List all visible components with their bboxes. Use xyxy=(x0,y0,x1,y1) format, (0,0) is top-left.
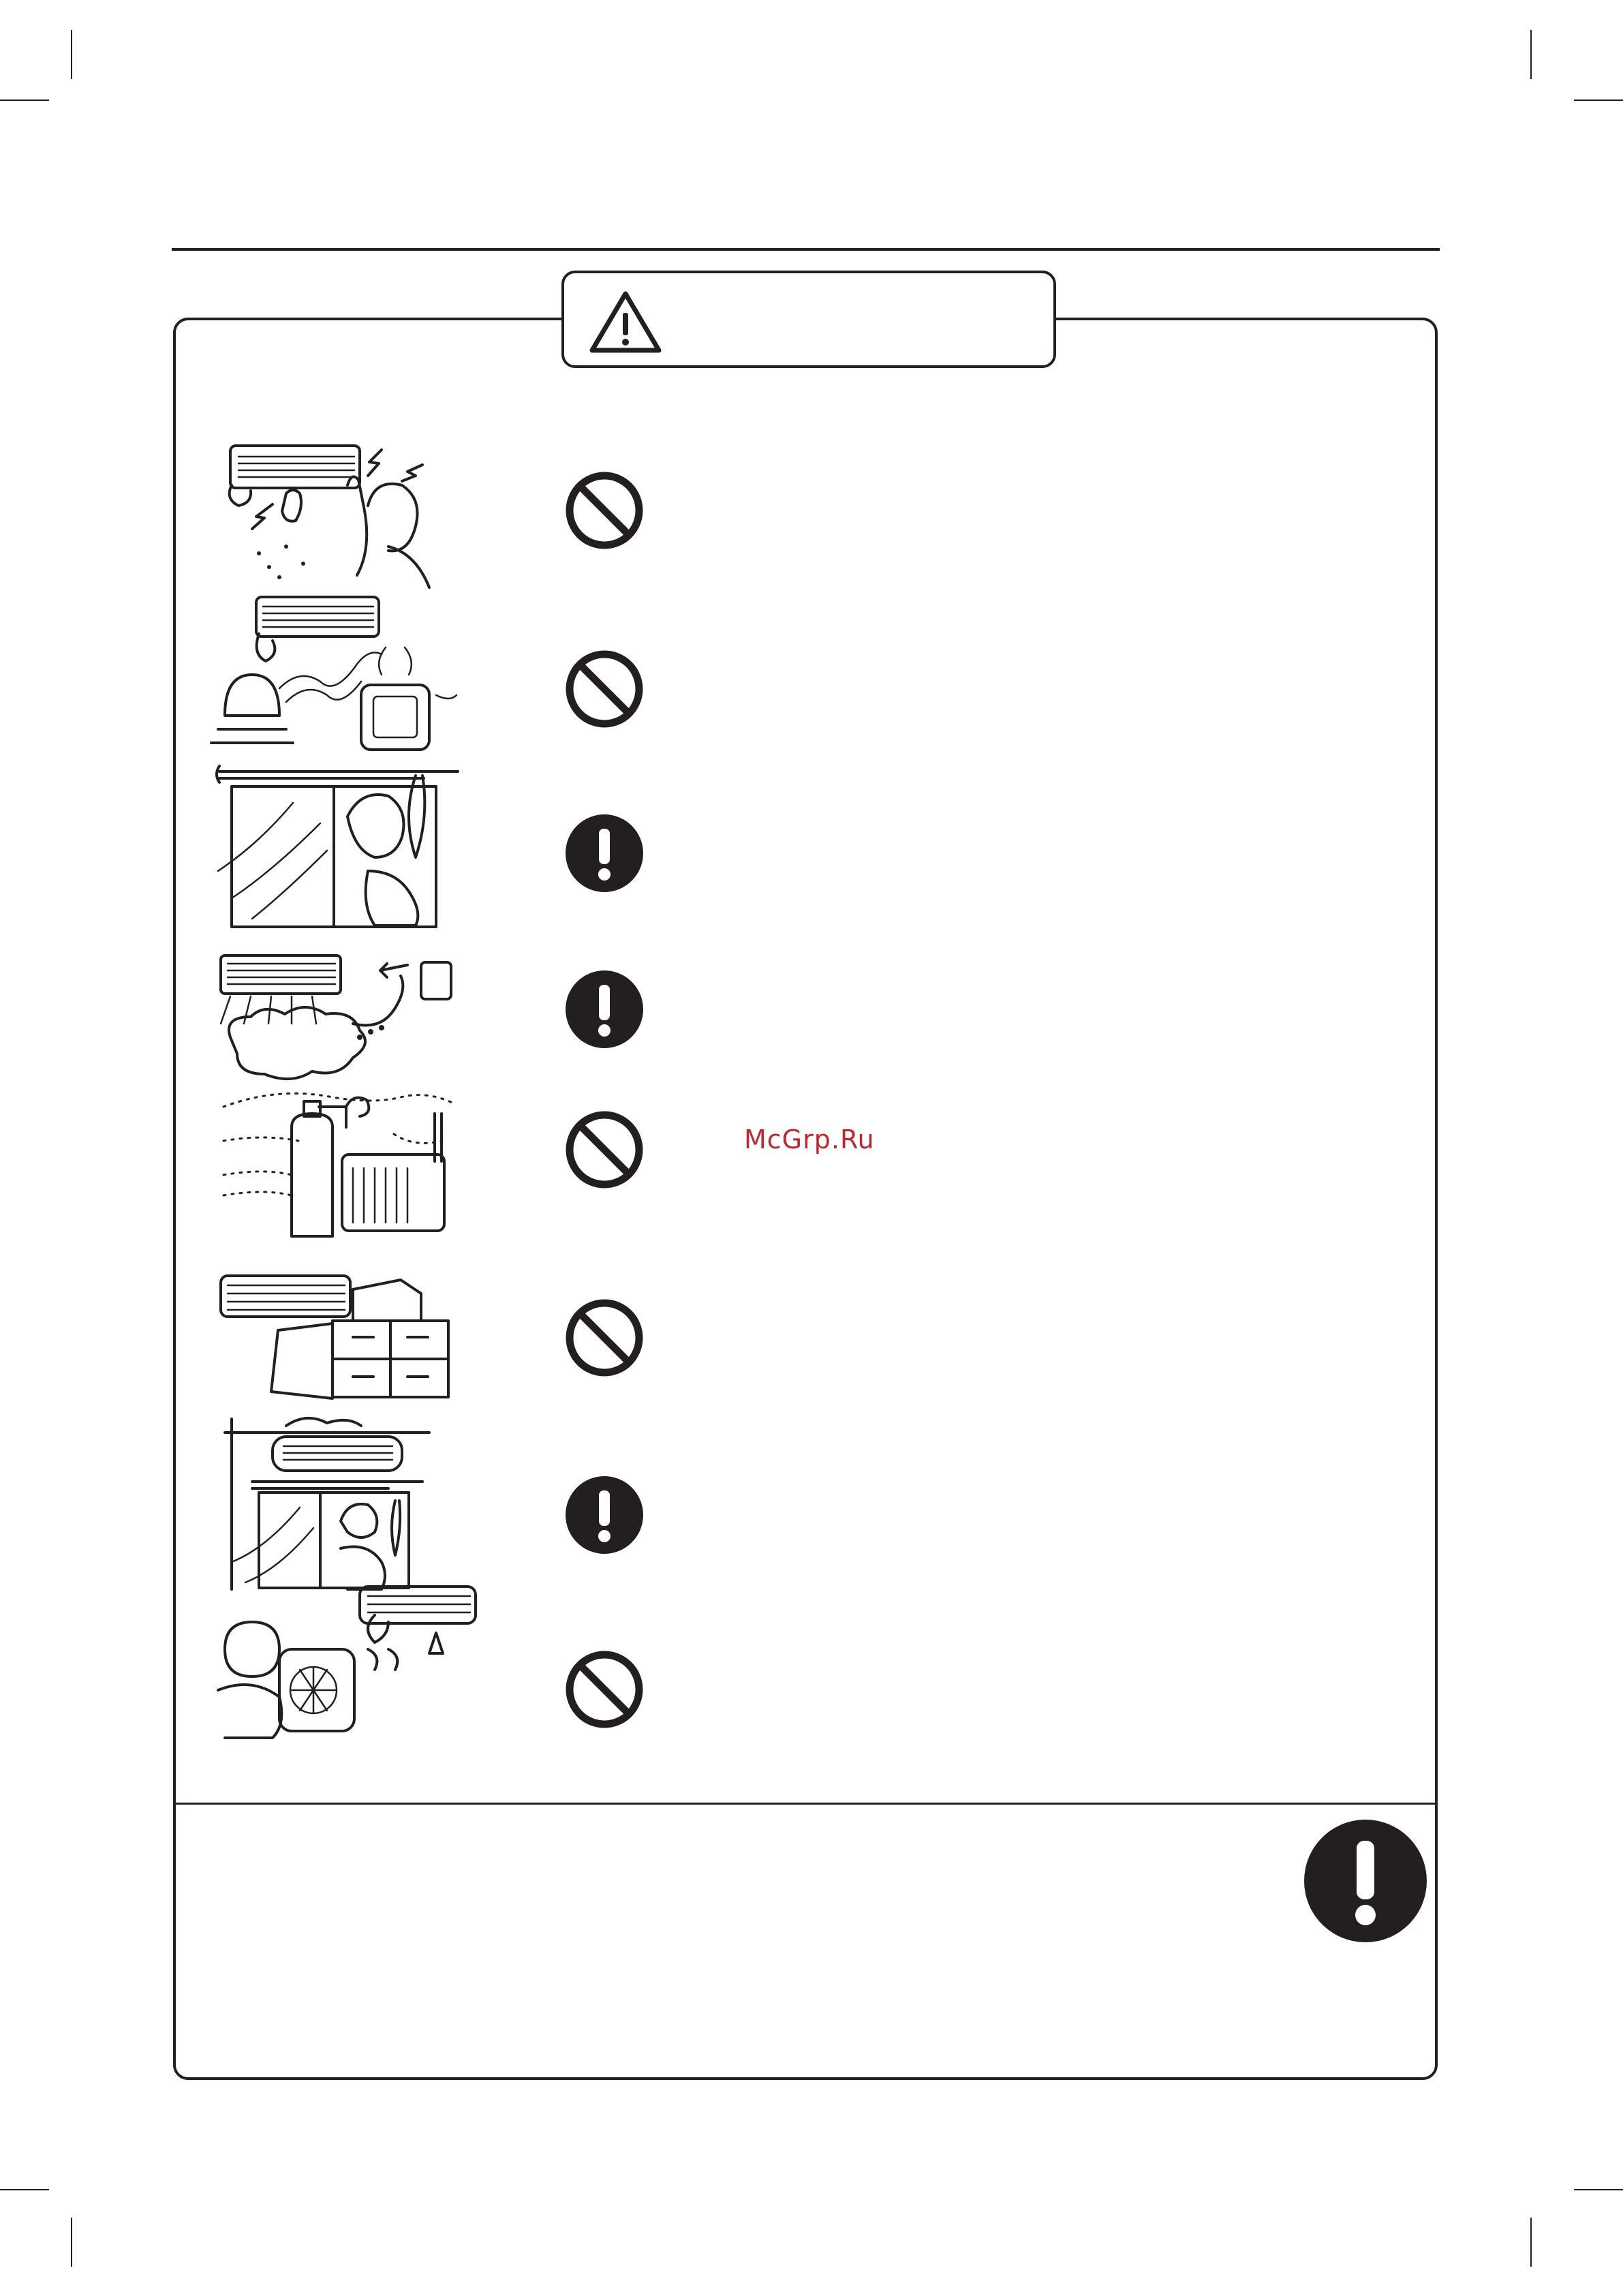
crop-mark xyxy=(1530,2218,1532,2267)
panel-divider xyxy=(176,1803,1435,1805)
prohibited-icon xyxy=(565,1298,644,1377)
mandatory-icon xyxy=(565,1475,644,1555)
mandatory-icon-large xyxy=(1303,1819,1427,1943)
illustration-children-playing xyxy=(211,1581,484,1745)
illustration-wet-hands xyxy=(218,431,450,591)
illustration-check-installation xyxy=(218,1412,436,1596)
illustration-ventilate-window xyxy=(211,762,463,932)
mandatory-icon xyxy=(565,970,644,1049)
crop-mark xyxy=(0,100,49,101)
prohibited-icon xyxy=(565,649,644,729)
crop-mark xyxy=(1574,100,1623,101)
illustration-gas-cylinder xyxy=(217,1086,462,1243)
header-rule xyxy=(172,248,1440,251)
crop-mark xyxy=(1574,2189,1623,2190)
caution-heading-box xyxy=(561,271,1056,368)
crop-mark xyxy=(1530,30,1532,79)
crop-mark xyxy=(71,2218,72,2267)
prohibited-icon xyxy=(565,1110,644,1189)
mandatory-icon xyxy=(565,814,644,893)
illustration-heat-sources xyxy=(204,593,463,756)
prohibited-icon xyxy=(565,471,644,550)
warning-triangle-icon xyxy=(588,290,663,354)
illustration-objects-blocking xyxy=(217,1269,462,1405)
watermark: McGrp.Ru xyxy=(744,1124,875,1154)
crop-mark xyxy=(71,30,72,79)
illustration-unplug-smoke xyxy=(217,949,462,1099)
crop-mark xyxy=(0,2189,49,2190)
prohibited-icon xyxy=(565,1650,644,1729)
